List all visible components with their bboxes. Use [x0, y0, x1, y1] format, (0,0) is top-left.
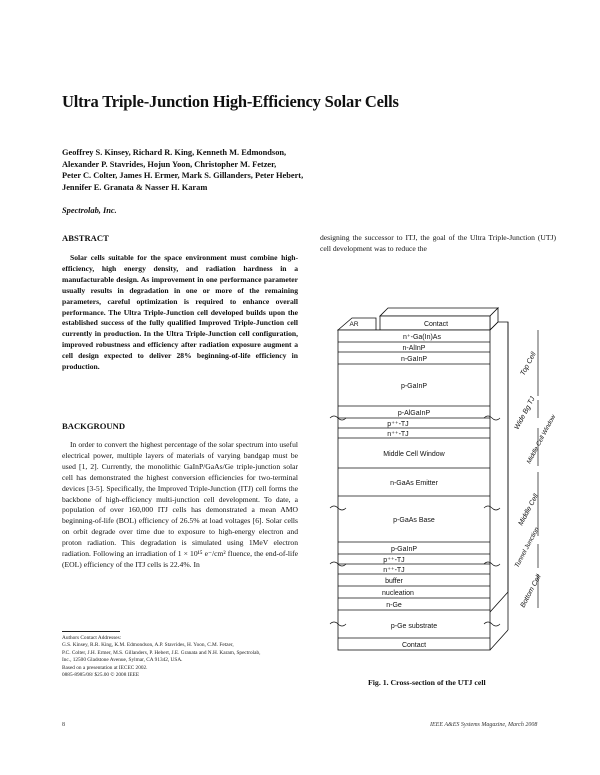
journal-footer: IEEE A&ES Systems Magazine, March 2008 — [430, 722, 538, 728]
author-line: Alexander P. Stavrides, Hojun Yoon, Christopher M. Fetzer, — [62, 159, 277, 169]
side-label: Top Cell — [519, 351, 538, 377]
right-column-text: designing the successor to ITJ, the goal of the Ultra Triple-Junction (UTJ) cell development was to reduce the — [320, 233, 556, 253]
footnote-line: Inc., 12500 Gladstone Avenue, Sylmar, CA 91342, USA. — [62, 657, 183, 664]
layer-label: p-GaInP — [390, 546, 418, 553]
author-line: Geoffrey S. Kinsey, Richard R. King, Kenneth M. Edmondson, — [62, 148, 287, 157]
footnote-line: Based on a presentation at IECEC 2002. — [62, 664, 148, 671]
stack-front-outline — [338, 330, 490, 650]
author-line: Jennifer E. Granata & Nasser H. Karam — [62, 182, 208, 192]
side-label: Tunnel Junction — [513, 526, 541, 569]
contact-top-face — [380, 308, 498, 316]
page-number: 8 — [62, 722, 65, 728]
layer-label: p⁺⁺-TJ — [383, 557, 405, 564]
layer-label: n⁺⁺-TJ — [383, 567, 405, 574]
ar-label: AR — [349, 321, 359, 328]
stack-bottom-edge — [490, 630, 508, 650]
footnotes — [62, 635, 298, 679]
background-heading: BACKGROUND — [62, 421, 126, 431]
side-label: Middle Cell Window — [525, 413, 558, 465]
footnote-line: G.S. Kinsey, R.R. King, K.M. Edmondson, A.P. Stavrides, H. Yoon, C.M. Fetzer, — [62, 642, 234, 649]
author-list — [62, 147, 362, 193]
affiliation: Spectrolab, Inc. — [62, 206, 117, 215]
figure-caption: Fig. 1. Cross-section of the UTJ cell — [368, 678, 486, 687]
layer-label: p-GaInP — [400, 383, 428, 390]
layer-label: n⁺-Ga(In)As — [403, 334, 441, 341]
right-column-body — [320, 233, 556, 255]
footnote-line: P.C. Colter, J.H. Ermer, M.S. Gillanders, P. Hebert, J.E. Granata and N.H. Karam, Spectrolab, — [62, 649, 261, 656]
layer-label: p-GaAs Base — [393, 517, 435, 524]
author-line: Peter C. Colter, James H. Ermer, Mark S. Gillanders, Peter Hebert, — [62, 171, 304, 181]
cell-cross-section-figure — [318, 268, 568, 670]
layer-label: nucleation — [382, 590, 414, 597]
footnote-line: Authors Contact Addresses: — [62, 635, 122, 641]
side-label: Wide Bg TJ — [513, 395, 537, 431]
abstract-text: Solar cells suitable for the space environment must combine high-efficiency, high energy density, and radiation hardness in a manufacturable design. As improvement in one performance parameter usually results in degradation in one or more of the remaining parameters, careful optimization is required to enhance overall performance. The Ultra Triple-Junction cell developed builds upon the established success of the fully qualified Improved Triple-Junction cell currently in production. In the Ultra Triple-Junction cell configuration, improved robustness and efficiency after radiation exposure augment a cell design expected to deliver 28% beginning-of-life efficiency in production. — [62, 253, 298, 372]
layer-label: n-GaInP — [400, 356, 428, 363]
layer-label: Middle Cell Window — [383, 451, 445, 458]
layer-label: p-AlGaInP — [397, 410, 431, 417]
layer-label: n-GaAs Emitter — [390, 480, 438, 487]
paper-title: Ultra Triple-Junction High-Efficiency Solar Cells — [62, 92, 399, 111]
footnote-line: 0885-8985/08/ $25.00 © 2008 IEEE — [62, 672, 140, 679]
contact-top-label: Contact — [423, 321, 449, 328]
layer-label: n-AlInP — [402, 345, 426, 352]
layer-label: p⁺⁺-TJ — [387, 421, 409, 428]
side-label: Middle Cell — [517, 493, 541, 527]
background-body — [62, 440, 298, 571]
layer-label: p-Ge substrate — [390, 623, 438, 630]
background-text: In order to convert the highest percentage of the solar spectrum into useful electrical power, multiple layers of materials of varying bandgap must be used [1, 2]. Currently, the monolithic GaInP/GaAs/Ge triple-junction solar cell has demonstrated the highest conversion efficiencies for two-terminal devices [3-5]. Specifically, the Improved Triple-Junction (ITJ) cell forms the backbone of high-efficiency multi-junction cell development. To date, a population of over 160,000 ITJ cells has demonstrated a mean AMO beginning-of-life (BOL) efficiency of 26.5% at load voltages [6]. Solar cells on orbit degrade over time due to exposure to high-energy electron and proton radiation. This degradation is simulated using 1MeV electron radiation. Following an irradiation of 1 × 10¹⁵ e⁻/cm² fluence, the end-of-life (EOL) efficiency of the ITJ cells is 22.4%. In — [62, 440, 298, 569]
abstract-body — [62, 253, 298, 373]
layer-label: n-Ge — [386, 602, 402, 609]
layer-label: Contact — [401, 642, 427, 649]
side-label: Bottom Cell — [519, 573, 543, 609]
abstract-heading: ABSTRACT — [62, 233, 109, 243]
layer-label: buffer — [385, 578, 403, 585]
layer-label: n⁺⁺-TJ — [387, 431, 409, 438]
footnote-rule — [62, 631, 120, 632]
